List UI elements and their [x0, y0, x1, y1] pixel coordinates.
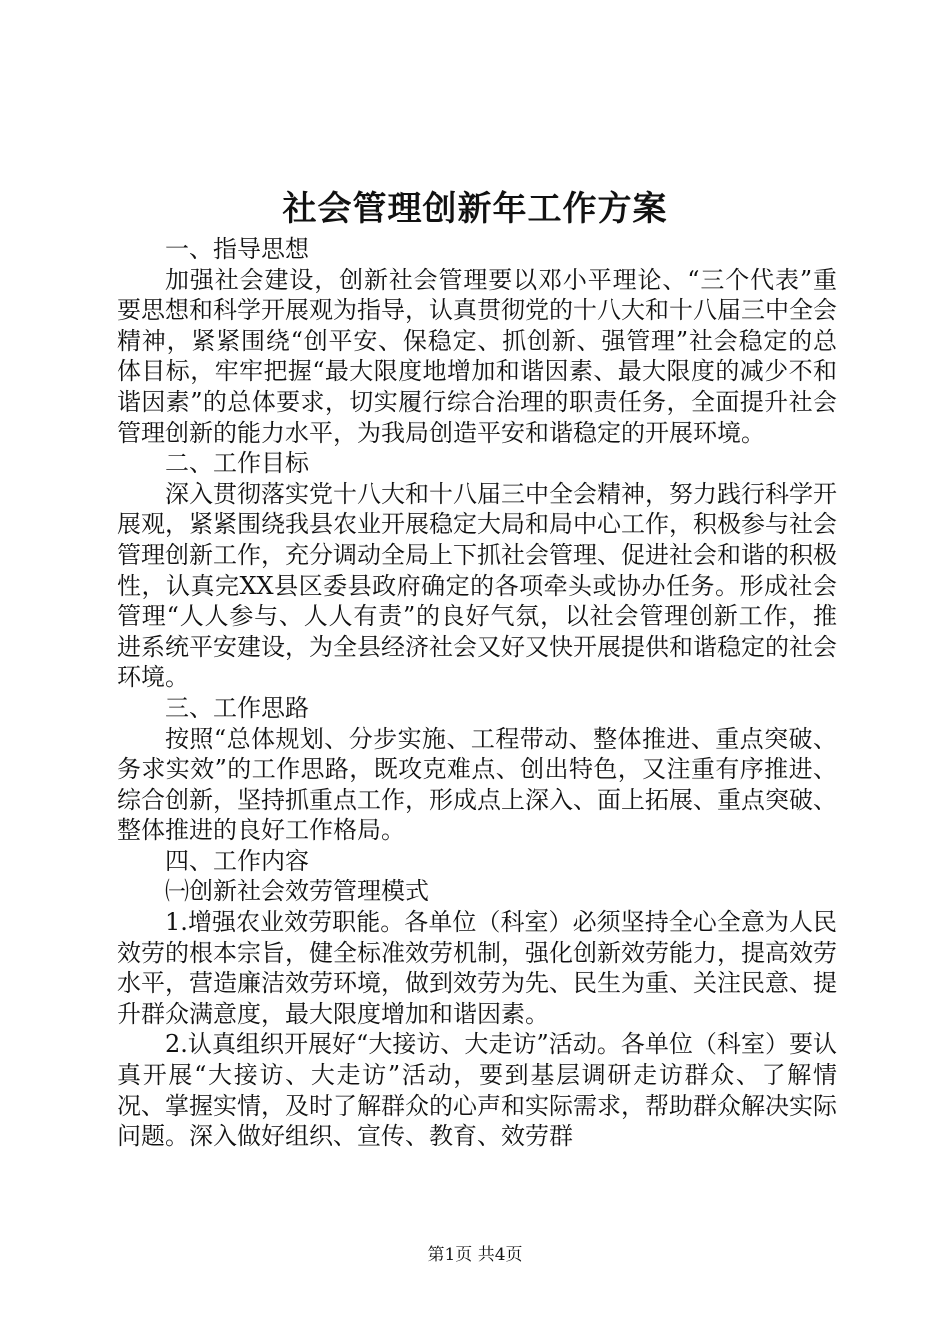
- section-heading-guiding-thought: 一、指导思想: [165, 235, 309, 263]
- paragraph-item-1: 1.增强农业效劳职能。各单位（科室）必须坚持全心全意为人民效劳的根本宗旨，健全标准效劳机制，强化创新效劳能力，提高效劳水平，营造廉洁效劳环境，做到效劳为先、民生为重、关注民意、提升群众满意度，最大限度增加和谐因素。: [117, 908, 837, 1028]
- document-title: 社会管理创新年工作方案: [282, 189, 668, 229]
- section-heading-work-goals: 二、工作目标: [165, 449, 309, 478]
- paragraph-guiding-thought: 加强社会建设，创新社会管理要以邓小平理论、“三个代表”重要思想和科学开展观为指导，认真贯彻党的十八大和十八届三中全会精神，紧紧围绕“创平安、保稳定、抓创新、强管理”社会稳定的总体目标，牢牢把握“最大限度地增加和谐因素、最大限度的减少不和谐因素”的总体要求，切实履行综合治理的职责任务，全面提升社会管理创新的能力水平，为我局创造平安和谐稳定的开展环境。: [117, 265, 837, 447]
- paragraph-item-2: 2.认真组织开展好“大接访、大走访”活动。各单位（科室）要认真开展“大接访、大走访”活动，要到基层调研走访群众、了解情况、掌握实情，及时了解群众的心声和实际需求，帮助群众解决实际问题。深入做好组织、宣传、教育、效劳群: [117, 1030, 837, 1151]
- paragraph-work-goals: 深入贯彻落实党十八大和十八届三中全会精神，努力践行科学开展观，紧紧围绕我县农业开展稳定大局和局中心工作，积极参与社会管理创新工作，充分调动全局上下抓社会管理、促进社会和谐的积极性，认真完XX县区委县政府确定的各项牵头或协办任务。形成社会管理“人人参与、人人有责”的良好气氛，以社会管理创新工作，推进系统平安建设，为全县经济社会又好又快开展提供和谐稳定的社会环境。: [117, 479, 837, 692]
- subsection-heading-service-model: ㈠创新社会效劳管理模式: [165, 877, 429, 906]
- document-body: [117, 234, 837, 1152]
- paragraph-work-approach: 按照“总体规划、分步实施、工程带动、整体推进、重点突破、务求实效”的工作思路，既攻克难点、创出特色，又注重有序推进、综合创新，坚持抓重点工作，形成点上深入、面上拓展、重点突破、整体推进的良好工作格局。: [117, 724, 837, 845]
- page-number-footer: 第1页 共4页: [427, 1245, 523, 1265]
- section-heading-work-content: 四、工作内容: [165, 846, 309, 875]
- section-heading-work-approach: 三、工作思路: [165, 693, 309, 722]
